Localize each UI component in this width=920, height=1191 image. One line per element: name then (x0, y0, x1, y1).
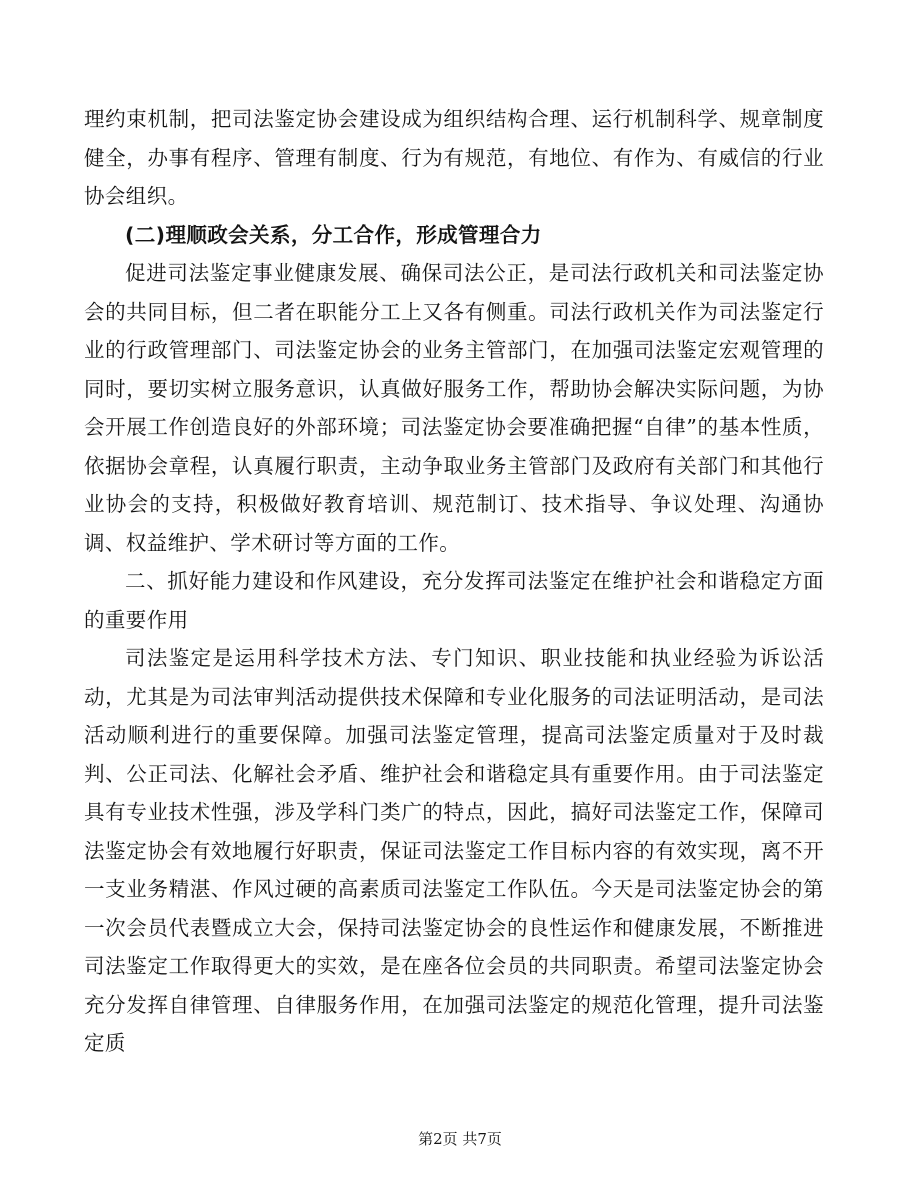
page-number-footer: 第2页 共7页 (418, 1130, 502, 1148)
section-heading-2: 二、抓好能力建设和作风建设，充分发挥司法鉴定在维护社会和谐稳定方面的重要作用 (84, 569, 824, 632)
document-body (84, 100, 824, 1063)
paragraph-body: 促进司法鉴定事业健康发展、确保司法公正，是司法行政机关和司法鉴定协会的共同目标，但二者在职能分工上又各有侧重。司法行政机关作为司法鉴定行业的行政管理部门、司法鉴定协会的业务主管部门，在加强司法鉴定宏观管理的同时，要切实树立服务意识，认真做好服务工作，帮助协会解决实际问题，为协会开展工作创造良好的外部环境；司法鉴定协会要准确把握“自律”的基本性质，依据协会章程，认真履行职责，主动争取业务主管部门及政府有关部门和其他行业协会的支持，积极做好教育培训、规范制订、技术指导、争议处理、沟通协调、权益维护、学术研讨等方面的工作。 (84, 261, 824, 555)
paragraph-body: 司法鉴定是运用科学技术方法、专门知识、职业技能和执业经验为诉讼活动，尤其是为司法审判活动提供技术保障和专业化服务的司法证明活动，是司法活动顺利进行的重要保障。加强司法鉴定管理，提高司法鉴定质量对于及时裁判、公正司法、化解社会矛盾、维护社会和谐稳定具有重要作用。由于司法鉴定具有专业技术性强，涉及学科门类广的特点，因此，搞好司法鉴定工作，保障司法鉴定协会有效地履行好职责，保证司法鉴定工作目标内容的有效实现，离不开一支业务精湛、作风过硬的高素质司法鉴定工作队伍。今天是司法鉴定协会的第一次会员代表暨成立大会，保持司法鉴定协会的良性运作和健康发展，不断推进司法鉴定工作取得更大的实效，是在座各位会员的共同职责。希望司法鉴定协会充分发挥自律管理、自律服务作用，在加强司法鉴定的规范化管理，提升司法鉴定质 (84, 646, 824, 1055)
subheading-2: (二)理顺政会关系，分工合作，形成管理合力 (125, 222, 542, 247)
paragraph-continuation: 理约束机制，把司法鉴定协会建设成为组织结构合理、运行机制科学、规章制度健全，办事有程序、管理有制度、行为有规范，有地位、有作为、有威信的行业协会组织。 (84, 107, 824, 208)
